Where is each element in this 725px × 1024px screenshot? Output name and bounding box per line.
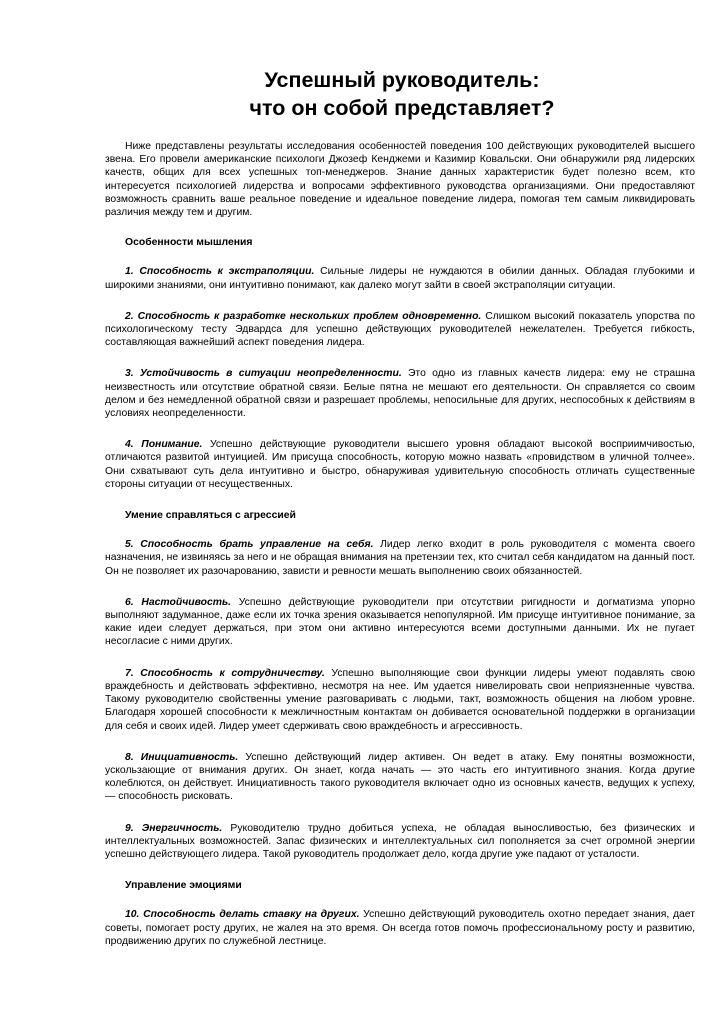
- intro-paragraph: Ниже представлены результаты исследования особенностей поведения 100 действующих руководителей высшего звена. Его провели американские психологи Джозеф Кенджеми и Казимир Ковальски. Они обнаружили ряд лидерских качеств, общих для всех успешных топ-менеджеров. Знание данных характеристик будет полезно всем, кто интересуется психологией лидерства и вопросами эффективного руководства организациями. Они предоставляют возможность сравнить ваше реальное поведение и идеальное поведение лидера, помогая тем самым ликвидировать различия между тем и другим.: [105, 141, 695, 219]
- list-item: [105, 667, 695, 733]
- section-heading: Умение справляться с агрессией: [125, 510, 296, 522]
- title-line-1: Успешный руководитель:: [264, 68, 540, 92]
- list-item: [105, 596, 695, 649]
- list-item: [105, 751, 695, 804]
- item-heading: 8. Инициативность.: [125, 751, 239, 763]
- item-heading: 2. Способность к разработке нескольких проблем одновременно.: [125, 310, 482, 322]
- item-text: Успешно действующий руководитель охотно передает знания, дает советы, помогает росту других, не жалея на это время. Он всегда готов помочь профессиональному росту и развитию, продвижению других по служебной лестнице.: [105, 909, 695, 947]
- page-title: [105, 66, 695, 122]
- item-heading: 3. Устойчивость в ситуации неопределенности.: [125, 368, 402, 380]
- list-item: [105, 538, 695, 578]
- list-item: [105, 438, 695, 491]
- item-text: Сильные лидеры не нуждаются в обилии данных. Обладая глубокими и широкими знаниями, они интуитивно понимают, как далеко могут зайти в своей экстраполяции ситуации.: [105, 266, 695, 291]
- section-heading: Особенности мышления: [125, 237, 253, 249]
- item-heading: 10. Способность делать ставку на других.: [125, 909, 360, 921]
- section-heading: Управление эмоциями: [125, 880, 242, 892]
- section-emotions: [105, 879, 695, 948]
- section-thinking: [105, 236, 695, 491]
- section-aggression: [105, 509, 695, 861]
- item-text: Успешно действующие руководители высшего уровня обладают высокой восприимчивостью, отличаются развитой интуицией. Им присуща способность, которую можно назвать «провидством в уличной толчее». Они схватывают суть дела интуитивно и быстро, обнаруживая удивительную способность отличать существенные стороны ситуации от несущественных.: [105, 439, 696, 490]
- item-text: Руководителю трудно добиться успеха, не обладая выносливостью, без физических и интеллектуальных возможностей. Запас физических и интеллектуальных сил пополняется за счет огромной энергии успешно действующего лидера. Такой руководитель продолжает дело, когда другие уже падают от усталости.: [105, 822, 695, 860]
- list-item: [105, 265, 695, 291]
- item-text: Успешно действующий лидер активен. Он ведет в атаку. Ему понятны возможности, ускользающие от внимания других. Он знает, когда начать — это часть его интуитивного знания. Когда другие колеблются, он действует. Инициативность такого руководителя включает одно из основных качеств, ведущих к успеху, — способность рисковать.: [105, 751, 695, 803]
- item-heading: 4. Понимание.: [125, 439, 203, 451]
- list-item: [105, 822, 695, 862]
- item-heading: 9. Энергичность.: [125, 822, 223, 834]
- item-heading: 5. Способность брать управление на себя.: [125, 539, 374, 551]
- item-text: Это одно из главных качеств лидера: ему не страшна неизвестность или отсутствие обратной связи. Белые пятна не мешают его деятельности. Он справляется со своим делом и без немедленной обратной связи и разрешает проблемы, непосильные для других, неспособных к действиям в условиях неопределенности.: [105, 368, 695, 420]
- item-text: Слишком высокий показатель упорства по психологическому тесту Эдвардса для успешно действующих руководителей нежелателен. Требуется гибкость, составляющая важнейший аспект поведения лидера.: [105, 310, 696, 349]
- document-body: [105, 140, 695, 948]
- item-text: Лидер легко входит в роль руководителя с момента своего назначения, не извиняясь за него и не обращая внимания на претензии тех, кто считал себя кандидатом на данный пост. Он не позволяет их разочарованию, зависти и ревности мешать выполнению своих обязанностей.: [105, 539, 695, 577]
- list-item: [105, 310, 695, 350]
- item-heading: 1. Способность к экстраполяции.: [125, 266, 315, 278]
- list-item: [105, 908, 695, 948]
- item-text: Успешно выполняющие свои функции лидеры умеют подавлять свою враждебность и действовать эффективно, несмотря на нее. Им удается нивелировать свои неприязненные чувства. Такому руководителю свойственны умение разговаривать с людьми, такт, возможность общения на любом уровне. Благодаря хорошей способности к межличностным контактам он добивается основательной поддержки в организации для себя и своих идей. Лидер умеет сдерживать свою враждебность и агрессивность.: [105, 667, 695, 732]
- list-item: [105, 367, 695, 420]
- item-heading: 6. Настойчивость.: [125, 596, 232, 608]
- item-text: Успешно действующие руководители при отсутствии ригидности и догматизма упорно выполняют задуманное, даже если их точка зрения оказывается непопулярной. Им присуще интуитивное понимание, за какие идеи следует держаться, при этом они активно интересуются всеми доступными данными. Их не пугает несогласие с ними других.: [105, 596, 695, 648]
- item-heading: 7. Способность к сотрудничеству.: [125, 667, 325, 679]
- title-line-2: что он собой представляет?: [249, 96, 555, 120]
